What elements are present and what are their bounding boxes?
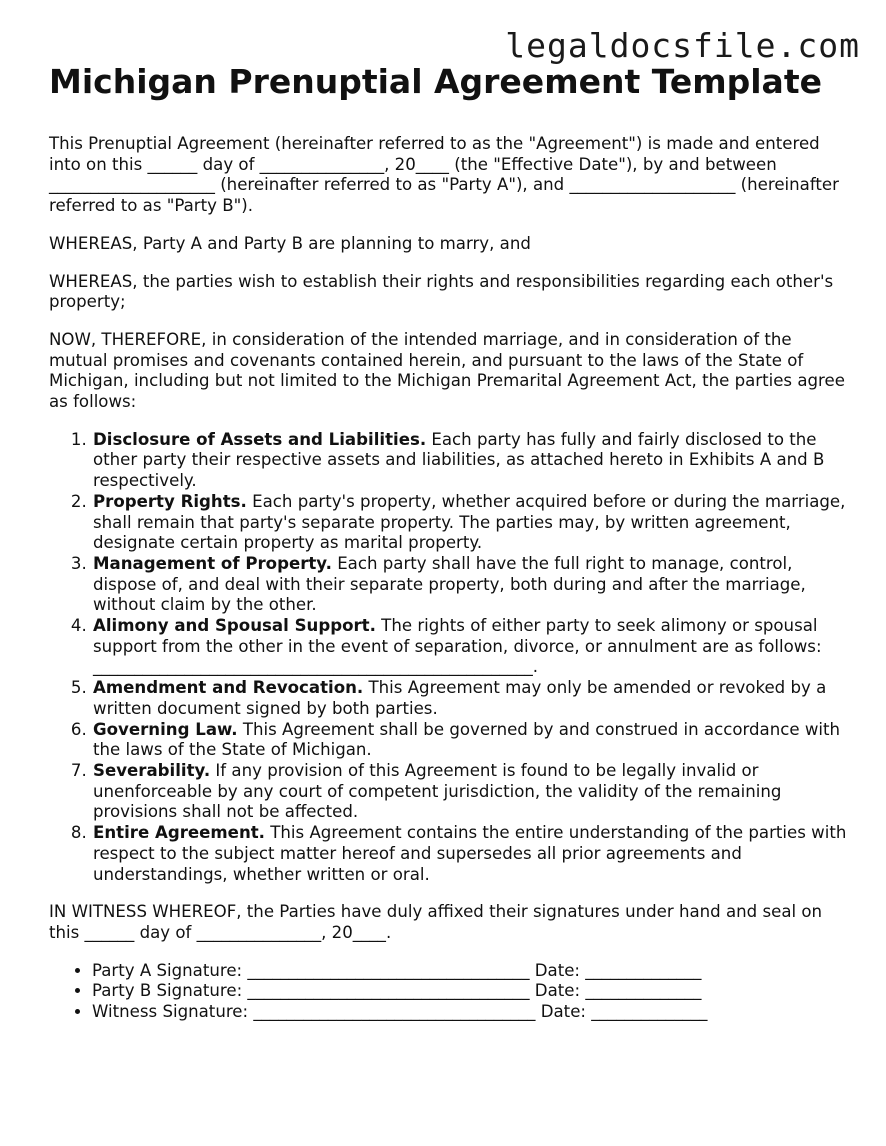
clause-heading: Entire Agreement. [93, 823, 265, 843]
clause-list [49, 430, 849, 885]
signature-line-party-a: • Party A Signature: __________________________________ Date: ______________ [92, 961, 849, 982]
clause-heading: Property Rights. [93, 491, 247, 511]
clause-text: Each party has fully and fairly disclosed to the other party their respective assets and liabilities, as attached hereto in Exhibits A and B respectively. [93, 429, 825, 491]
clause-text: Each party shall have the full right to manage, control, dispose of, and deal with their separate property, both during and after the marriage, without claim by the other. [93, 553, 806, 615]
clause-heading: Amendment and Revocation. [93, 678, 364, 698]
clause-text: This Agreement contains the entire understanding of the parties with respect to the subject matter hereof and supersedes all prior agreements and understandings, whether written or oral. [93, 823, 847, 884]
clause-text: If any provision of this Agreement is found to be legally invalid or unenforceable by any court of competent jurisdiction, the validity of the remaining provisions shall not be affected. [93, 760, 782, 822]
document-page [49, 62, 849, 1023]
clause-heading: Management of Property. [93, 553, 332, 573]
clause-item [92, 761, 849, 823]
clause-heading: Alimony and Spousal Support. [93, 616, 376, 636]
clause-item [92, 616, 849, 678]
page-title: Michigan Prenuptial Agreement Template [49, 62, 822, 101]
whereas-paragraph-1: WHEREAS, Party A and Party B are planning to marry, and [49, 233, 531, 253]
witness-paragraph: IN WITNESS WHEREOF, the Parties have duly affixed their signatures under hand and seal on this ______ day of _______________, 20____. [49, 902, 823, 942]
clause-item [92, 492, 849, 554]
clause-item [92, 554, 849, 616]
now-therefore-paragraph: NOW, THEREFORE, in consideration of the intended marriage, and in consideration of the mutual promises and covenants contained herein, and pursuant to the laws of the State of Michigan, including but not limited to the Michigan Premarital Agreement Act, the parties agree as follows: [49, 329, 845, 412]
clause-item [92, 678, 849, 719]
clause-text: Each party's property, whether acquired before or during the marriage, shall remain that party's separate property. The parties may, by written agreement, designate certain property as marital property. [93, 491, 846, 553]
clause-text: The rights of either party to seek alimony or spousal support from the other in the event of separation, divorce, or annulment are as follows: _____________________________________________________. [93, 616, 822, 677]
clause-heading: Severability. [93, 760, 211, 780]
intro-paragraph: This Prenuptial Agreement (hereinafter referred to as the "Agreement") is made and entered into on this ______ day of _______________, 20____ (the "Effective Date"), by and between ____________________ (hereinafter referred to as "Party A"), and ____________________ (hereinafter referred to as "Party B"). [49, 134, 839, 216]
signature-line-witness: • Witness Signature: __________________________________ Date: ______________ [92, 1002, 849, 1023]
signature-list [49, 961, 849, 1023]
clause-heading: Disclosure of Assets and Liabilities. [93, 429, 427, 449]
clause-item [92, 720, 849, 761]
whereas-paragraph-2: WHEREAS, the parties wish to establish their rights and responsibilities regarding each other's property; [49, 271, 834, 312]
watermark: legaldocsfile.com [505, 26, 860, 65]
signature-line-party-b: • Party B Signature: __________________________________ Date: ______________ [92, 981, 849, 1002]
clause-heading: Governing Law. [93, 719, 238, 739]
clause-item [92, 430, 849, 492]
clause-text: This Agreement shall be governed by and construed in accordance with the laws of the State of Michigan. [93, 719, 841, 760]
clause-text: This Agreement may only be amended or revoked by a written document signed by both parties. [93, 678, 827, 718]
clause-item [92, 823, 849, 885]
